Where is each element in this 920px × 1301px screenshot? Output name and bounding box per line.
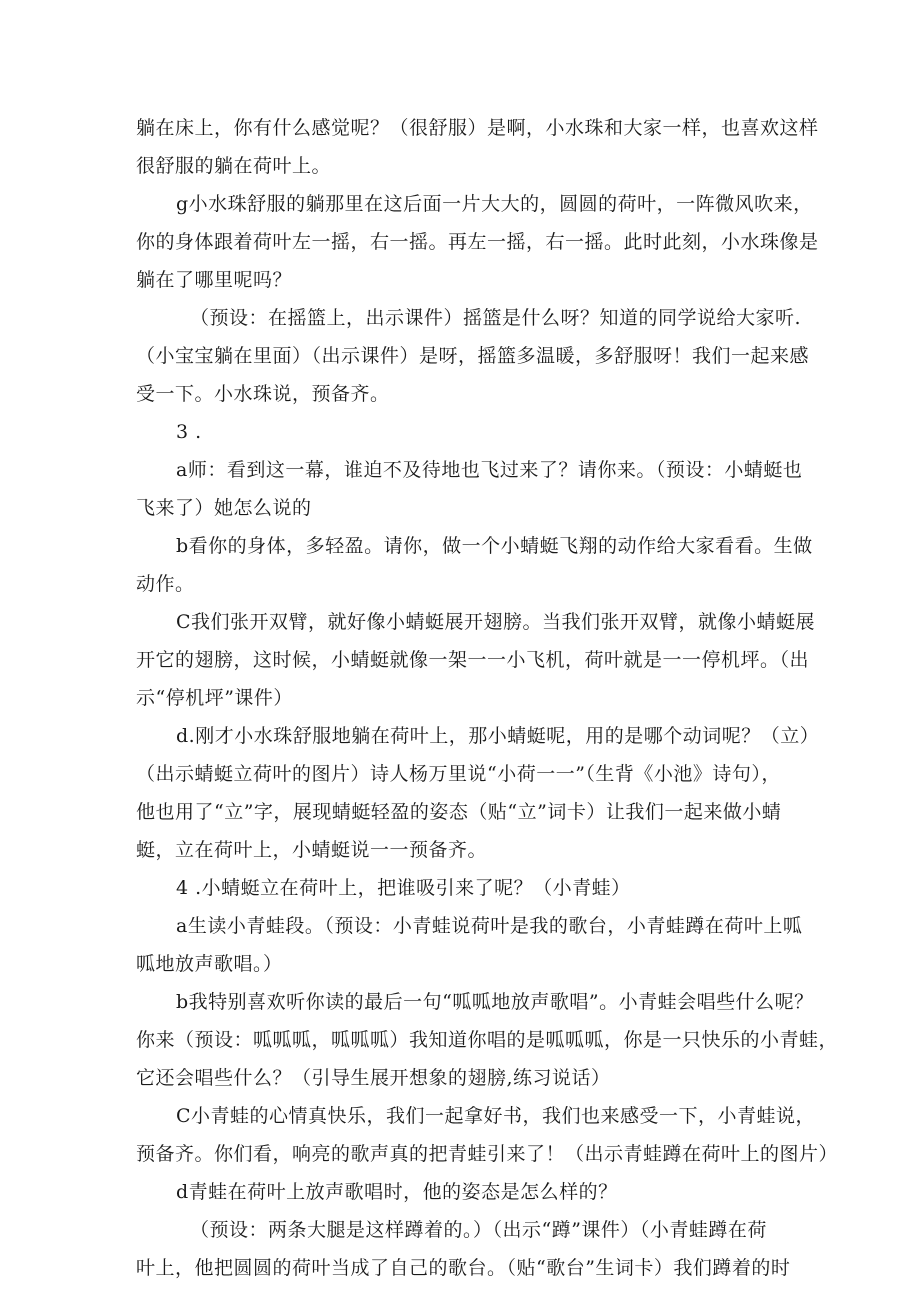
text-line: 你的身体跟着荷叶左一摇，右一摇。再左一摇，右一摇。此时此刻，小水珠像是 (136, 231, 819, 253)
text-line: b看你的身体，多轻盈。请你，做一个小蜻蜓飞翔的动作给大家看看。生做 (176, 535, 813, 557)
text-line: 蜓，立在荷叶上，小蜻蜓说一一预备齐。 (136, 839, 488, 861)
text-line: （预设：两条大腿是这样蹲着的。）（出示“蹲”课件）（小青蛙蹲在荷 (190, 1219, 767, 1241)
text-line: 示“停机坪”课件） (136, 687, 293, 709)
text-line: 受一下。小水珠说，预备齐。 (136, 383, 390, 405)
text-line: 你来（预设：呱呱呱，呱呱呱）我知道你唱的是呱呱呱，你是一只快乐的小青蛙， (136, 1029, 839, 1051)
text-line: 躺在床上，你有什么感觉呢？（很舒服）是啊，小水珠和大家一样，也喜欢这样 (136, 117, 819, 139)
text-line: a生读小青蛙段。（预设：小青蛙说荷叶是我的歌台，小青蛙蹲在荷叶上呱 (176, 915, 803, 937)
text-line: 呱地放声歌唱。） (136, 953, 283, 975)
text-line: 叶上，他把圆圆的荷叶当成了自己的歌台。（贴“歌台”生词卡）我们蹲着的时 (136, 1257, 791, 1279)
text-line: （出示蜻蜓立荷叶的图片）诗人杨万里说“小荷一一”（生背《小池》诗句）， (136, 763, 781, 785)
text-line: 躺在了哪里呢吗？ (136, 269, 293, 291)
text-line: C我们张开双臂，就好像小蜻蜓展开翅膀。当我们张开双臂，就像小蜻蜓展 (176, 611, 816, 633)
text-line: 开它的翅膀，这时候，小蜻蜓就像一架一一小飞机，荷叶就是一一停机坪。（出 (136, 649, 810, 671)
text-line: d青蛙在荷叶上放声歌唱时，他的姿态是怎么样的？ (176, 1181, 618, 1203)
text-line: a师：看到这一幕，谁迫不及待地也飞过来了？请你来。（预设：小蜻蜓也 (176, 459, 803, 481)
text-line: 飞来了）她怎么说的 (136, 497, 312, 519)
text-line: 很舒服的躺在荷叶上。 (136, 155, 332, 177)
text-line: 他也用了“立”字，展现蜻蜓轻盈的姿态（贴“立”词卡）让我们一起来做小蜻 (136, 801, 782, 823)
text-line: 预备齐。你们看，响亮的歌声真的把青蛙引来了！（出示青蛙蹲在荷叶上的图片） (136, 1143, 839, 1165)
text-line: （小宝宝躺在里面）（出示课件）是呀，摇篮多温暖，多舒服呀！我们一起来感 (136, 345, 810, 367)
text-line: d.刚才小水珠舒服地躺在荷叶上，那小蜻蜓呢，用的是哪个动词呢？（立） (176, 725, 820, 747)
text-line: 动作。 (136, 573, 195, 595)
text-line: b我特别喜欢听你读的最后一句“呱呱地放声歌唱”。小青蛙会唱些什么呢？ (176, 991, 814, 1013)
text-line: C小青蛙的心情真快乐，我们一起拿好书，我们也来感受一下，小青蛙说， (176, 1105, 816, 1127)
text-line: （预设：在摇篮上，出示课件）摇篮是什么呀？知道的同学说给大家听. (190, 307, 802, 329)
text-line: g小水珠舒服的躺那里在这后面一片大大的，圆圆的荷叶，一阵微风吹来， (176, 193, 813, 215)
text-line: 它还会唱些什么？（引导生展开想象的翅膀,练习说话） (136, 1067, 611, 1089)
section-number: 3 . (176, 421, 202, 443)
section-heading: 4 .小蜻蜓立在荷叶上，把谁吸引来了呢？（小青蛙） (176, 877, 631, 899)
